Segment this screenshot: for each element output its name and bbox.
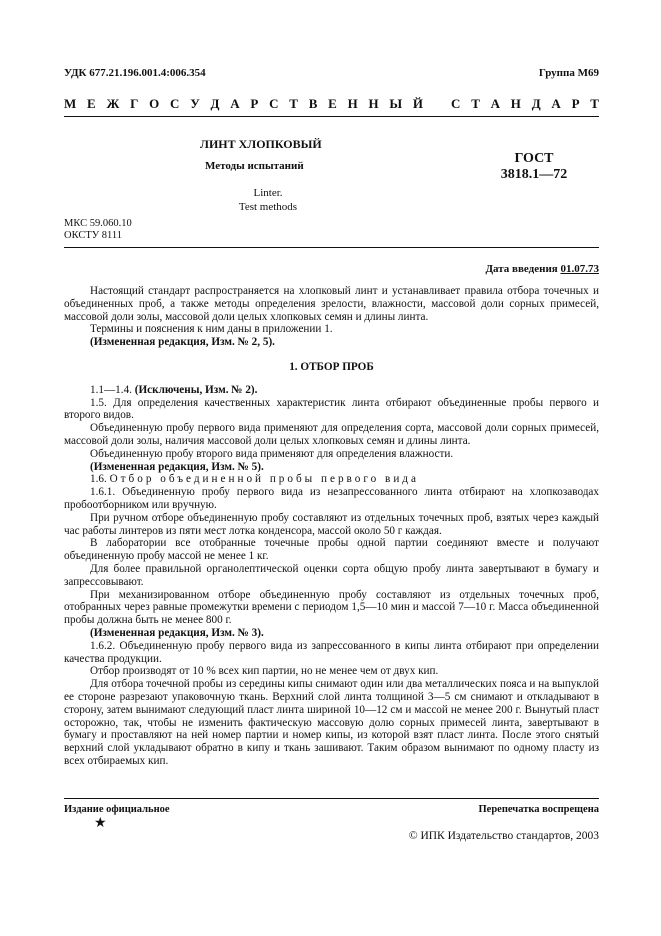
official-edition: Издание официальное	[64, 804, 170, 815]
reprint-prohibited: Перепечатка воспрещена	[478, 804, 599, 815]
paragraph: Настоящий стандарт распространяется на хлопковый линт и устанавливает правила отбора точечных и объединенных проб, а также методы определения зрелости, влажности, массовой доли сорных примесей, массовой доли золы, массовой доли целых хлопковых семян и длины линта.	[64, 285, 599, 323]
heading-letter: Г	[130, 96, 139, 111]
amendment-note: (Измененная редакция, Изм. № 5).	[90, 460, 264, 473]
intro-date-label: Дата введения	[485, 263, 558, 275]
mks-code: МКС 59.060.10	[64, 218, 132, 229]
heading-letter: А	[551, 96, 561, 111]
paragraph	[64, 384, 599, 397]
heading-letter: Т	[471, 96, 480, 111]
subsection-heading: Отбор объединенной пробы первого вида	[109, 473, 419, 486]
doc-subtitle: Методы испытаний	[205, 160, 304, 172]
heading-letter: С	[269, 96, 279, 111]
paragraph: В лаборатории все отобранные точечные пробы одной партии соединяют вместе и получают объединенную пробу массой не менее 1 кг.	[64, 537, 599, 563]
amendment-note: (Исключены, Изм. № 2).	[134, 383, 258, 396]
paragraph: Отбор производят от 10 % всех кип партии, но не менее чем от двух кип.	[90, 665, 439, 678]
heading-gap	[434, 96, 441, 112]
heading-letter: Е	[328, 96, 337, 111]
paragraph: Для более правильной органолептической оценки сорта общую пробу линта завертывают в бумагу и запрессовывают.	[64, 562, 599, 588]
heading-letter: С	[451, 96, 461, 111]
gost-label: ГОСТ	[514, 151, 554, 166]
heading-letter: В	[308, 96, 318, 111]
heading-letter: Т	[590, 96, 599, 111]
paragraph: Объединенную пробу первого вида применяют для определения сорта, массовой доли сорных примесей, массовой доли золы, наличия массовой доли целых хлопковых семян и длины линта.	[64, 422, 599, 447]
heading-letter: Р	[571, 96, 580, 111]
doc-title: ЛИНТ ХЛОПКОВЫЙ	[200, 137, 322, 151]
intro-date-value: 01.07.73	[560, 263, 599, 275]
gost-block	[484, 151, 584, 183]
star-icon: ★	[94, 816, 107, 831]
heading-letter: А	[490, 96, 501, 111]
heading-letter: Д	[531, 96, 541, 111]
heading-letter: Й	[412, 96, 424, 111]
paragraph: 1.5. Для определения качественных характеристик линта отбирают объединенные пробы первого и второго видов.	[64, 396, 599, 422]
clause-number: 1.1—1.4.	[90, 383, 132, 396]
standard-heading	[64, 96, 599, 112]
divider-bottom	[64, 798, 599, 799]
heading-letter: О	[149, 96, 160, 111]
english-title: Linter.	[253, 187, 283, 199]
amendment-note: (Измененная редакция, Изм. № 3).	[90, 626, 264, 639]
english-title-block	[228, 186, 308, 214]
heading-letter: Н	[510, 96, 521, 111]
group-code: Группа М69	[538, 67, 599, 79]
amendment-note: (Измененная редакция, Изм. № 2, 5).	[90, 336, 275, 349]
english-subtitle: Test methods	[238, 201, 298, 213]
copyright: © ИПК Издательство стандартов, 2003	[408, 830, 599, 842]
section-heading: 1. ОТБОР ПРОБ	[289, 360, 374, 373]
divider-top	[64, 116, 599, 117]
okstu-code: ОКСТУ 8111	[64, 230, 123, 241]
heading-letter: Е	[87, 96, 96, 111]
divider-middle	[64, 247, 599, 248]
heading-letter: С	[170, 96, 180, 111]
heading-letter: Ж	[106, 96, 120, 111]
udc-code: УДК 677.21.196.001.4:006.354	[64, 67, 206, 79]
heading-letter: М	[64, 96, 77, 111]
paragraph: При механизированном отборе объединенную пробу составляют из отдельных точечных проб, отобранных через равные промежутки времени с периодом 1,5—10 мин и массой 7—10 г. Масса объединенной пробы должна быть не менее 800 г.	[64, 588, 599, 627]
paragraph: Для отбора точечной пробы из середины кипы снимают один или два металлических пояса и на выпуклой ее стороне разрезают упаковочную ткань. Верхний слой линта толщиной 3—5 см снимают и откладывают в сторону, затем вынимают следующий пласт линта шириной 10—12 см и массой не менее 200 г. Вынутый пласт осторожно, так, чтобы не изменить фактическую массовую долю сорных примесей линта, завертывают в бумагу и проставляют на ней номер партии и номер кипы, из которой взят пласт линта. После этого снятый верхний слой укладывают обратно в кипу и ткань зашивают. Таким образом вынимают по одному пласту из всех отбираемых кип.	[64, 678, 599, 767]
paragraph: 1.6.1. Объединенную пробу первого вида из незапрессованного линта отбирают на хлопкозаводах пробоотборником или вручную.	[64, 486, 599, 511]
paragraph: 1.6.2. Объединенную пробу первого вида из запрессованного в кипы линта отбирают при определении качества продукции.	[64, 639, 599, 665]
heading-letter: Д	[210, 96, 220, 111]
heading-letter: У	[190, 96, 200, 111]
paragraph	[64, 473, 599, 486]
paragraph: Объединенную пробу второго вида применяют для определения влажности.	[90, 447, 454, 460]
intro-date	[485, 263, 599, 275]
heading-letter: Н	[368, 96, 379, 111]
gost-number: 3818.1—72	[500, 167, 568, 182]
classification-codes	[64, 218, 132, 242]
clause-number: 1.6.	[90, 473, 107, 486]
heading-letter: Р	[250, 96, 259, 111]
paragraph: При ручном отборе объединенную пробу составляют из отдельных точечных проб, взятых через каждый час работы линтеров из пяти мест лотка конденсора, массой около 50 г каждая.	[64, 511, 599, 537]
heading-letter: Т	[289, 96, 298, 111]
paragraph: Термины и пояснения к ним даны в приложении 1.	[90, 323, 333, 336]
heading-letter: Н	[347, 96, 358, 111]
heading-letter: А	[230, 96, 240, 111]
document-body	[64, 285, 599, 768]
heading-letter: Ы	[389, 96, 403, 111]
